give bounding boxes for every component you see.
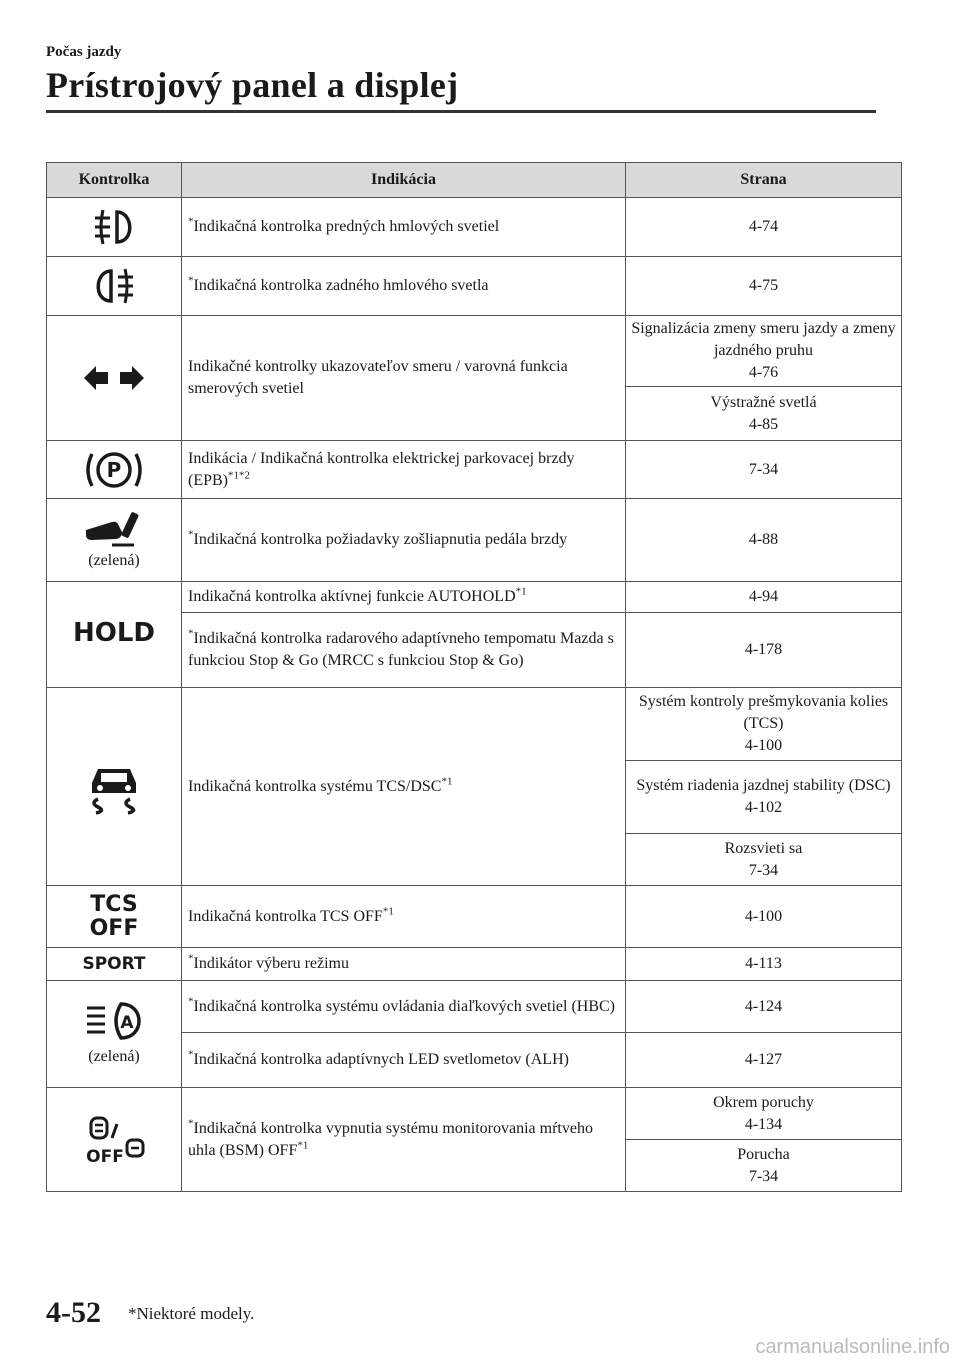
- turn-signal-arrows-icon: [82, 363, 146, 393]
- row-text: Indikačná kontrolka TCS OFF: [188, 907, 383, 925]
- front-fog-light-icon: [89, 206, 139, 248]
- section-label: Počas jazdy: [46, 44, 122, 60]
- table-row: Indikačná kontrolka systému TCS/DSC$^{*1}$ Systém kontroly prešmykovania kolies (TCS) 4-100: [47, 688, 902, 761]
- indicator-table: [46, 162, 902, 1192]
- page-ref: 4-127: [626, 1033, 902, 1088]
- row-text: Indikačná kontrolka adaptívnych LED svetlometov (ALH): [193, 1051, 569, 1068]
- page-ref: 4-178: [626, 613, 902, 688]
- svg-text:P: P: [106, 457, 122, 482]
- page-ref: 4-74: [626, 198, 902, 257]
- table-row: Indikačné kontrolky ukazovateľov smeru / varovná funkcia smerových svetiel Signalizácia zmeny smeru jazdy a zmeny jazdného pruhu 4-76: [47, 316, 902, 387]
- table-row: *Indikačná kontrolka adaptívnych LED svetlometov (ALH) 4-127: [47, 1033, 902, 1088]
- table-row: Rozsvieti sa 7-34: [47, 834, 902, 886]
- table-row: Výstražné svetlá 4-85: [47, 387, 902, 441]
- icon-color-note: (zelená): [88, 552, 140, 569]
- title-underline: [46, 110, 876, 113]
- page-ref: 4-88: [626, 499, 902, 582]
- page-ref: 7-34: [748, 861, 779, 879]
- table-row: *Indikačná kontrolka predných hmlových svetiel 4-74: [47, 198, 902, 257]
- icon-color-note: (zelená): [88, 1048, 140, 1065]
- table-row: SPORT *Indikátor výberu režimu 4-113: [47, 948, 902, 981]
- row-text: Indikačná kontrolka vypnutia systému monitorovania mŕtveho uhla (BSM) OFF: [188, 1119, 593, 1159]
- row-text: Indikačná kontrolka systému ovládania diaľkových svetiel (HBC): [193, 997, 616, 1015]
- table-row: *Indikačná kontrolka zadného hmlového svetla 4-75: [47, 257, 902, 316]
- table-header-row: [47, 163, 902, 198]
- page-ref: 4-102: [744, 799, 783, 816]
- table-row: P Indikácia / Indikačná kontrolka elektrickej parkovacej brzdy (EPB)$^{*1*2}$ 7-34: [47, 441, 902, 499]
- page-title: Prístrojový panel a displej: [46, 65, 459, 105]
- row-text: Indikačná kontrolka aktívnej funkcie AUTOHOLD: [188, 588, 516, 605]
- row-text: Indikačná kontrolka požiadavky zošliapnutia pedála brzdy: [193, 531, 568, 548]
- row-text: Indikačná kontrolka systému TCS/DSC: [188, 777, 442, 795]
- row-text: Indikačná kontrolka radarového adaptívneho tempomatu Mazda s funkciou Stop & Go (MRCC s funkciou Stop & Go): [188, 630, 614, 669]
- page-number: 4-52: [46, 1296, 101, 1329]
- svg-text:OFF: OFF: [86, 1146, 124, 1166]
- rear-fog-light-icon: [89, 265, 139, 307]
- page-ref: 4-100: [626, 886, 902, 948]
- table-row: A (zelená) *Indikačná kontrolka systému ovládania diaľkových svetiel (HBC) 4-124: [47, 981, 902, 1033]
- watermark: carmanualsonline.info: [755, 1336, 950, 1358]
- parking-brake-p-icon: [82, 446, 146, 494]
- page-ref: 4-134: [744, 1115, 783, 1133]
- footnote: *Niektoré modely.: [128, 1304, 255, 1323]
- skidding-car-icon: [84, 759, 144, 815]
- page-ref: 4-85: [748, 415, 779, 433]
- page-ref: 4-76: [748, 364, 779, 381]
- sport-mode-icon: SPORT: [82, 953, 146, 974]
- blind-spot-off-icon: [48, 1114, 180, 1166]
- auto-high-beam-icon: [81, 1000, 147, 1044]
- row-text: Indikačná kontrolka predných hmlových svetiel: [193, 218, 500, 235]
- row-text: Indikácia / Indikačná kontrolka elektrickej parkovacej brzdy (EPB): [188, 449, 575, 489]
- page-ref: 4-94: [626, 582, 902, 613]
- page-ref: 4-113: [626, 948, 902, 981]
- page-ref: 4-100: [744, 737, 783, 754]
- hold-icon: HOLD: [72, 617, 155, 648]
- page-ref: 7-34: [748, 1167, 779, 1185]
- table-row: TCS OFF Indikačná kontrolka TCS OFF$^{*1}$ 4-100: [47, 886, 902, 948]
- table-row: *Indikačná kontrolka radarového adaptívneho tempomatu Mazda s funkciou Stop & Go (MRCC s funkciou Stop & Go) 4-178: [47, 613, 902, 688]
- tcs-off-icon: TCS OFF: [89, 891, 139, 941]
- row-text: Indikačné kontrolky ukazovateľov smeru / varovná funkcia smerových svetiel: [182, 316, 626, 441]
- table-row: (zelená) *Indikačná kontrolka požiadavky zošliapnutia pedála brzdy 4-88: [47, 499, 902, 582]
- row-text: Indikátor výberu režimu: [193, 955, 349, 972]
- col-header-indikacia: Indikácia: [182, 163, 626, 198]
- table-row: Porucha 7-34: [47, 1140, 902, 1192]
- page-ref: 4-75: [626, 257, 902, 316]
- svg-text:A: A: [120, 1013, 134, 1033]
- row-text: Indikačná kontrolka zadného hmlového svetla: [193, 277, 489, 294]
- table-row: OFF *Indikačná kontrolka vypnutia systému monitorovania mŕtveho uhla (BSM) OFF$^{*1}$ Okrem poruchy 4-134: [47, 1088, 902, 1140]
- table-row: HOLD Indikačná kontrolka aktívnej funkcie AUTOHOLD$^{*1}$ 4-94: [47, 582, 902, 613]
- table-row: Systém riadenia jazdnej stability (DSC) 4-102: [47, 761, 902, 834]
- brake-pedal-foot-icon: [82, 508, 146, 548]
- page-ref: 7-34: [626, 441, 902, 499]
- col-header-strana: Strana: [626, 163, 902, 198]
- page-ref: 4-124: [626, 981, 902, 1033]
- col-header-kontrolka: Kontrolka: [47, 163, 182, 198]
